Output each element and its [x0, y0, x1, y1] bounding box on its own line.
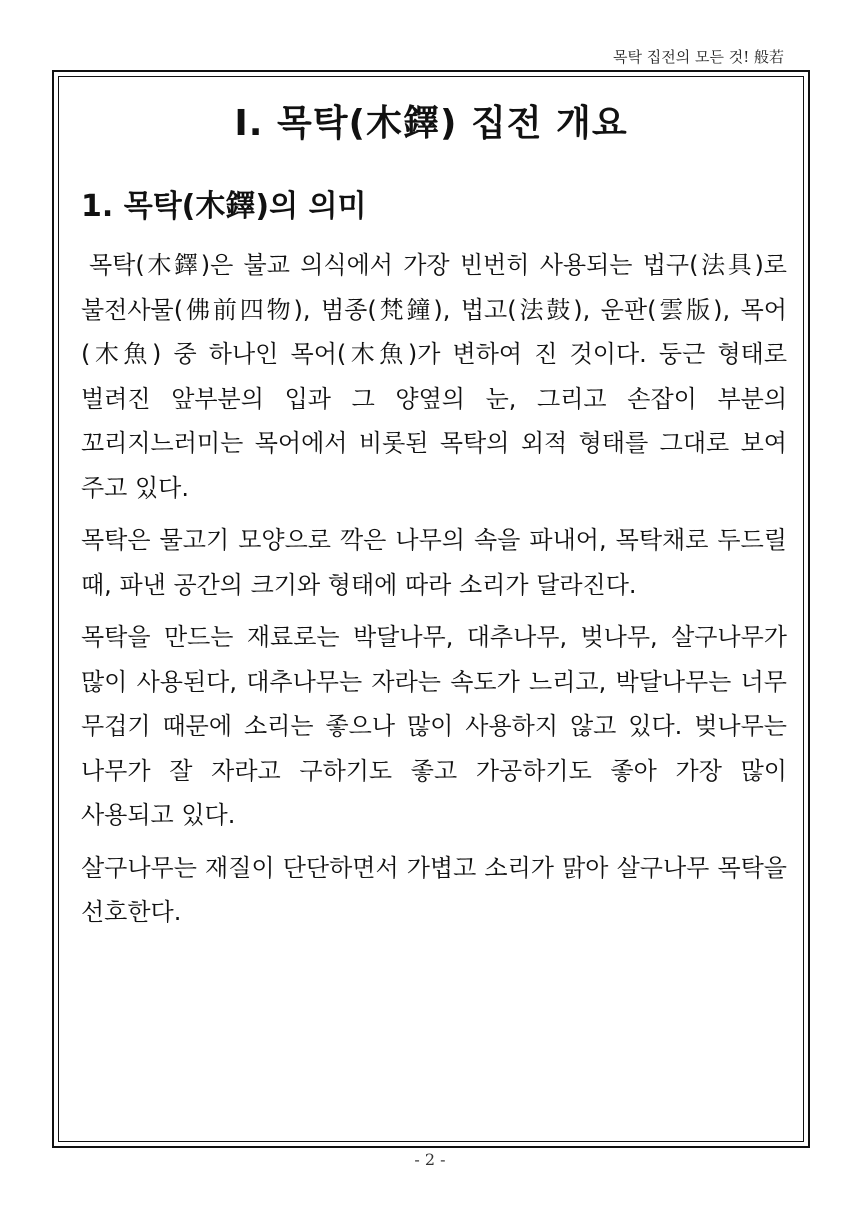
paragraph-definition: 목탁(木鐸)은 불교 의식에서 가장 빈번히 사용되는 법구(法具)로 불전사물(佛前四物), 범종(梵鐘), 법고(法鼓), 운판(雲版), 목어(木魚) 중 하나인 목어(木魚)가 변하여 진 것이다. 둥근 형태로 벌려진 앞부분의 입과 그 양옆의 눈, 그리고 손잡이 부분의 꼬리지느러미는 목어에서 비롯된 목탁의 외적 형태를 그대로 보여 주고 있다. — [81, 251, 787, 502]
chapter-title: Ⅰ. 목탁(木鐸) 집전 개요 — [234, 103, 628, 144]
paragraph-materials: 목탁을 만드는 재료로는 박달나무, 대추나무, 벚나무, 살구나무가 많이 사용된다, 대추나무는 자라는 속도가 느리고, 박달나무는 너무 무겁기 때문에 소리는 좋으나 많이 사용하지 않고 있다. 벚나무는 나무가 잘 자라고 구하기도 좋고 가공하기도 좋아 가장 많이 사용되고 있다. — [81, 623, 787, 829]
page-frame — [52, 70, 810, 1148]
section-title: 1. 목탁(木鐸)의 의미 — [81, 189, 367, 224]
running-header: 목탁 집전의 모든 것! 般若 — [612, 48, 784, 66]
body-text — [81, 243, 787, 943]
paragraph-sound: 목탁은 물고기 모양으로 깍은 나무의 속을 파내어, 목탁채로 두드릴 때, 파낸 공간의 크기와 형태에 따라 소리가 달라진다. — [81, 526, 787, 599]
paragraph-apricot: 살구나무는 재질이 단단하면서 가볍고 소리가 맑아 살구나무 목탁을 선호한다. — [81, 853, 787, 926]
page-number: - 2 - — [414, 1150, 446, 1169]
page-inner-frame — [58, 76, 804, 1142]
